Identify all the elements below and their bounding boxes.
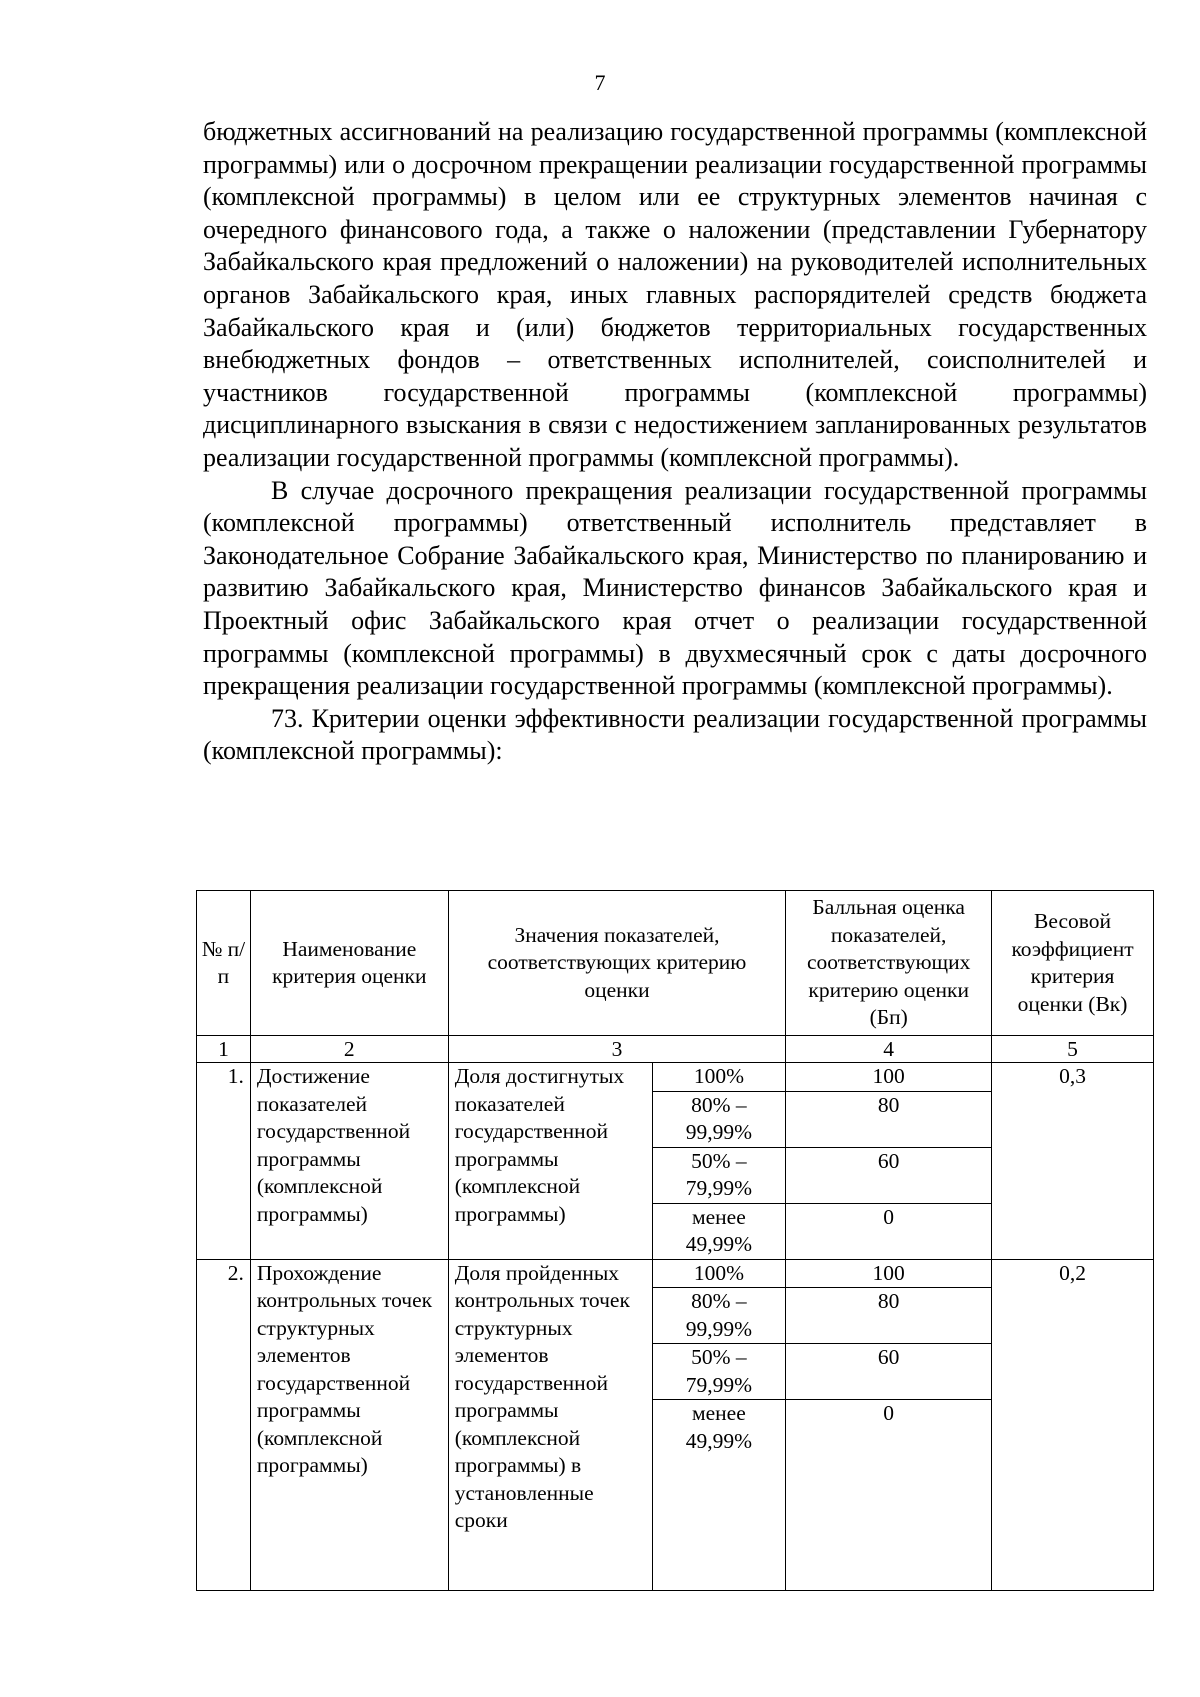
table-header-row xyxy=(197,891,1154,1036)
column-number: 3 xyxy=(448,1036,786,1063)
weight-value: 0,3 xyxy=(992,1063,1154,1260)
row-num: 1. xyxy=(197,1063,251,1260)
column-number-row xyxy=(197,1036,1154,1063)
score-value: 0 xyxy=(786,1203,992,1259)
criterion-name: Прохождение контрольных точек структурных элементов государственной программы (комплексной программы) xyxy=(250,1259,448,1591)
value-range: 50% – 79,99% xyxy=(652,1344,786,1400)
value-range: 100% xyxy=(652,1259,786,1288)
value-range: 100% xyxy=(652,1063,786,1092)
table-row xyxy=(197,1259,1154,1288)
header-num: № п/п xyxy=(197,891,251,1036)
value-range: менее 49,99% xyxy=(652,1203,786,1259)
weight-value: 0,2 xyxy=(992,1259,1154,1591)
score-value: 60 xyxy=(786,1344,992,1400)
column-number: 5 xyxy=(992,1036,1154,1063)
header-score: Балльная оценка показателей, соответствующих критерию оценки (Бп) xyxy=(786,891,992,1036)
column-number: 1 xyxy=(197,1036,251,1063)
page-number: 7 xyxy=(594,70,606,95)
score-value: 100 xyxy=(786,1063,992,1092)
column-number: 4 xyxy=(786,1036,992,1063)
score-value: 0 xyxy=(786,1400,992,1591)
criterion-name: Достижение показателей государственной программы (комплексной программы) xyxy=(250,1063,448,1260)
paragraph: В случае досрочного прекращения реализации государственной программы (комплексной программы) ответственный исполнитель представляет в Законодательное Собрание Забайкальского края, Министерство по планированию и развитию Забайкальского края, Министерство финансов Забайкальского края и Проектный офис Забайкальского края отчет о реализации государственной программы (комплексной программы) в двухмесячный срок с даты досрочного прекращения реализации государственной программы (комплексной программы). xyxy=(203,475,1147,701)
score-value: 60 xyxy=(786,1147,992,1203)
header-weight: Весовой коэффициент критерия оценки (Вк) xyxy=(992,891,1154,1036)
table-row xyxy=(197,1063,1154,1092)
score-value: 80 xyxy=(786,1091,992,1147)
header-indicator-values: Значения показателей, соответствующих критерию оценки xyxy=(448,891,786,1036)
value-range: 80% – 99,99% xyxy=(652,1288,786,1344)
body-text xyxy=(203,116,1147,768)
header-criterion-name: Наименование критерия оценки xyxy=(250,891,448,1036)
score-value: 80 xyxy=(786,1288,992,1344)
paragraph: бюджетных ассигнований на реализацию государственной программы (комплексной программы) или о досрочном прекращении реализации государственной программы (комплексной программы) в целом или ее структурных элементов начиная с очередного финансового года, а также о наложении (представлении Губернатору Забайкальского края предложений о наложении) на руководителей исполнительных органов Забайкальского края, иных главных распорядителей средств бюджета Забайкальского края и (или) бюджетов территориальных государственных внебюджетных фондов – ответственных исполнителей, соисполнителей и участников государственной программы (комплексной программы) дисциплинарного взыскания в связи с недостижением запланированных результатов реализации государственной программы (комплексной программы). xyxy=(203,117,1147,472)
paragraph: 73. Критерии оценки эффективности реализации государственной программы (комплексной программы): xyxy=(203,703,1147,766)
row-num: 2. xyxy=(197,1259,251,1591)
indicator-name: Доля достигнутых показателей государственной программы (комплексной программы) xyxy=(448,1063,652,1260)
value-range: 80% – 99,99% xyxy=(652,1091,786,1147)
score-value: 100 xyxy=(786,1259,992,1288)
value-range: менее 49,99% xyxy=(652,1400,786,1591)
indicator-name: Доля пройденных контрольных точек структурных элементов государственной программы (комплексной программы) в установленные сроки xyxy=(448,1259,652,1591)
column-number: 2 xyxy=(250,1036,448,1063)
value-range: 50% – 79,99% xyxy=(652,1147,786,1203)
criteria-table xyxy=(196,890,1154,1591)
